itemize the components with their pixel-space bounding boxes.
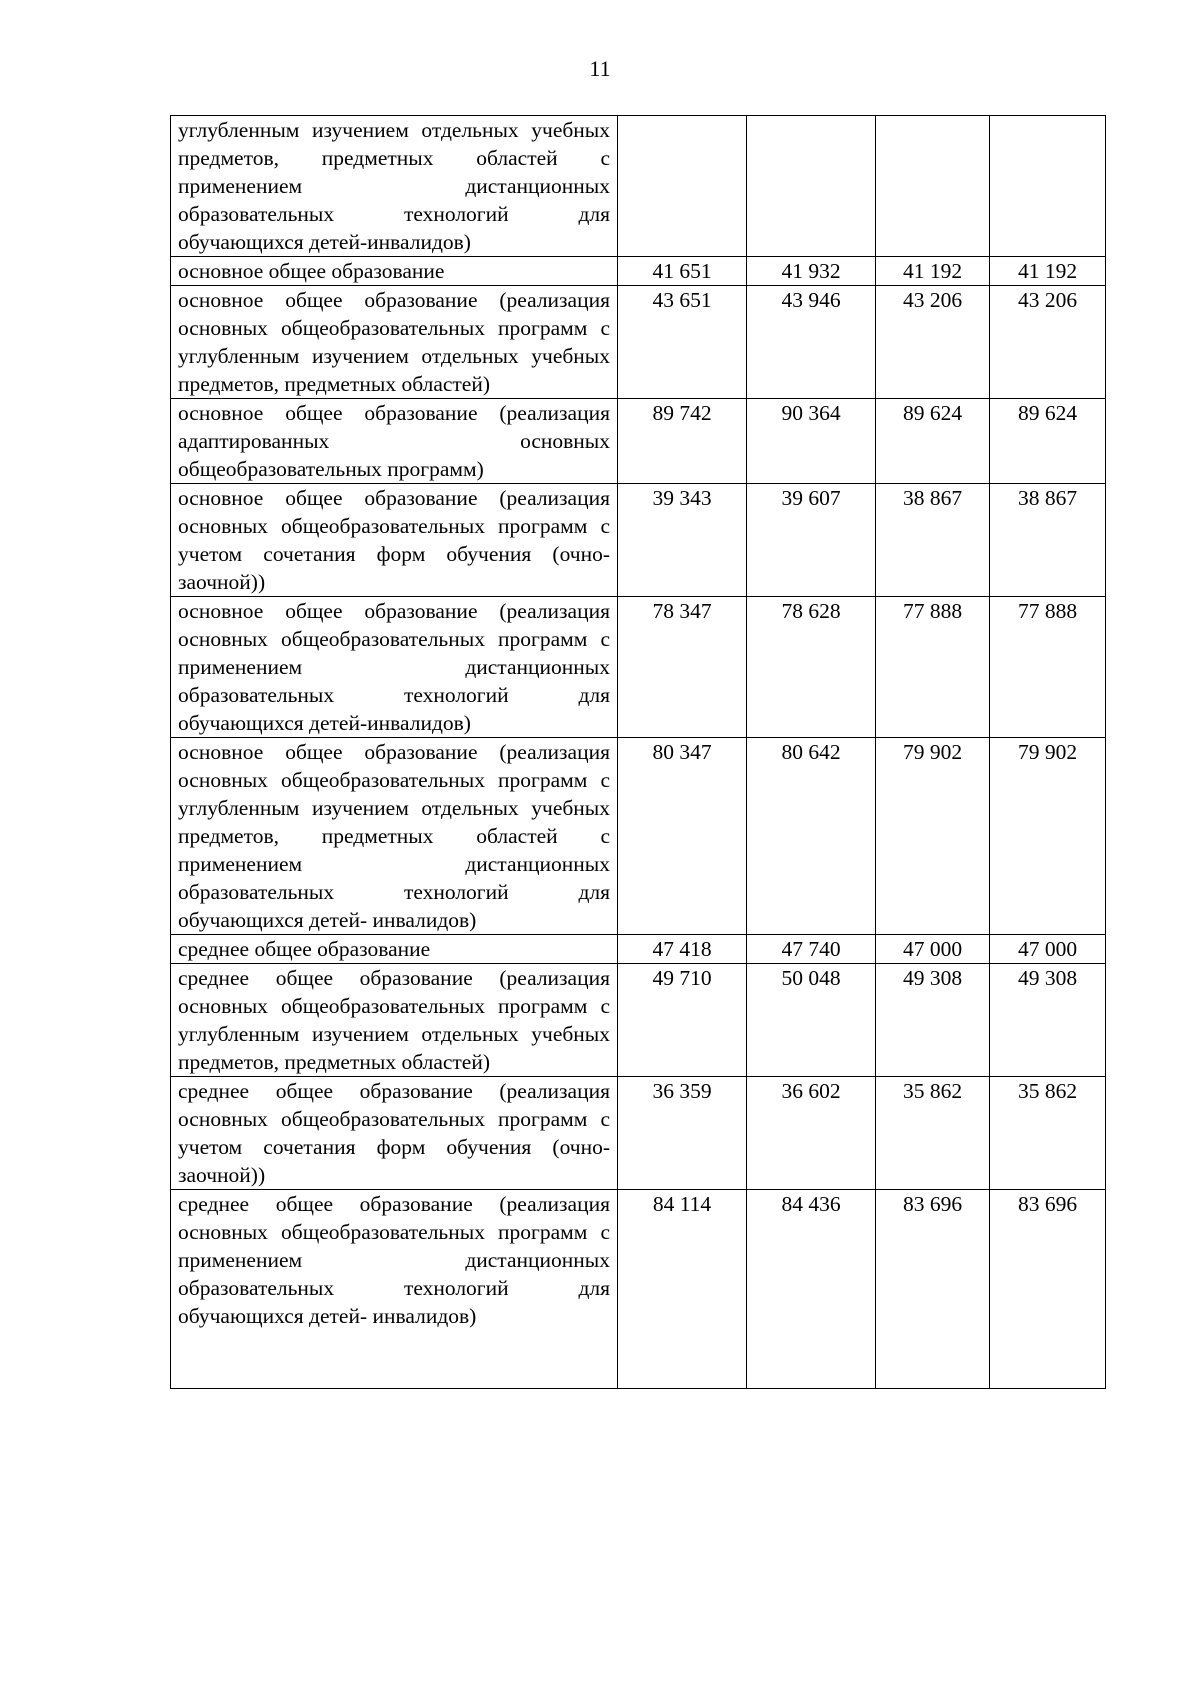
table-row — [171, 484, 1106, 597]
value-cell: 50 048 — [747, 964, 876, 1077]
value-cell: 35 862 — [990, 1077, 1106, 1190]
value-cell: 77 888 — [876, 597, 990, 738]
value-cell: 78 628 — [747, 597, 876, 738]
value-cell: 35 862 — [876, 1077, 990, 1190]
value-cell: 39 607 — [747, 484, 876, 597]
table-row — [171, 399, 1106, 484]
value-cell: 89 742 — [618, 399, 747, 484]
table-row — [171, 286, 1106, 399]
value-cell: 38 867 — [990, 484, 1106, 597]
value-cell: 49 710 — [618, 964, 747, 1077]
row-description: основное общее образование — [171, 257, 618, 286]
table-row — [171, 1077, 1106, 1190]
value-cell — [990, 116, 1106, 257]
value-cell: 79 902 — [876, 738, 990, 935]
table-body — [171, 116, 1106, 1389]
value-cell: 49 308 — [876, 964, 990, 1077]
row-description: углубленным изучением отдельных учебных предметов, предметных областей с применением дистанционных образовательных технологий для обучающихся детей-инвалидов) — [171, 116, 618, 257]
value-cell: 36 602 — [747, 1077, 876, 1190]
value-cell: 49 308 — [990, 964, 1106, 1077]
table-row — [171, 964, 1106, 1077]
table-row — [171, 738, 1106, 935]
row-description: среднее общее образование (реализация основных общеобразовательных программ с учетом сочетания форм обучения (очно-заочной)) — [171, 1077, 618, 1190]
table-row — [171, 116, 1106, 257]
value-cell: 43 946 — [747, 286, 876, 399]
value-cell: 47 418 — [618, 935, 747, 964]
value-cell: 77 888 — [990, 597, 1106, 738]
value-cell: 47 000 — [990, 935, 1106, 964]
value-cell: 41 192 — [990, 257, 1106, 286]
value-cell: 47 000 — [876, 935, 990, 964]
value-cell: 47 740 — [747, 935, 876, 964]
row-description: среднее общее образование — [171, 935, 618, 964]
value-cell: 41 651 — [618, 257, 747, 286]
row-description: среднее общее образование (реализация основных общеобразовательных программ с применением дистанционных образовательных технологий для обучающихся детей- инвалидов) — [171, 1190, 618, 1389]
value-cell: 90 364 — [747, 399, 876, 484]
page-number: 11 — [589, 56, 611, 81]
value-cell: 84 114 — [618, 1190, 747, 1389]
value-cell: 38 867 — [876, 484, 990, 597]
value-cell — [618, 116, 747, 257]
value-cell: 36 359 — [618, 1077, 747, 1190]
value-cell: 78 347 — [618, 597, 747, 738]
cost-table — [170, 115, 1106, 1389]
value-cell: 80 347 — [618, 738, 747, 935]
row-description: основное общее образование (реализация основных общеобразовательных программ с применением дистанционных образовательных технологий для обучающихся детей-инвалидов) — [171, 597, 618, 738]
row-description: основное общее образование (реализация основных общеобразовательных программ с углубленным изучением отдельных учебных предметов, предметных областей с применением дистанционных образовательных технологий для обучающихся детей- инвалидов) — [171, 738, 618, 935]
table-row — [171, 597, 1106, 738]
table-row — [171, 1190, 1106, 1389]
value-cell: 89 624 — [876, 399, 990, 484]
value-cell: 89 624 — [990, 399, 1106, 484]
table-row — [171, 257, 1106, 286]
value-cell: 43 651 — [618, 286, 747, 399]
value-cell: 41 932 — [747, 257, 876, 286]
table-row — [171, 935, 1106, 964]
value-cell: 39 343 — [618, 484, 747, 597]
value-cell: 80 642 — [747, 738, 876, 935]
value-cell: 43 206 — [876, 286, 990, 399]
row-description: основное общее образование (реализация основных общеобразовательных программ с углубленным изучением отдельных учебных предметов, предметных областей) — [171, 286, 618, 399]
value-cell: 84 436 — [747, 1190, 876, 1389]
row-description: основное общее образование (реализация адаптированных основных общеобразовательных программ) — [171, 399, 618, 484]
value-cell: 79 902 — [990, 738, 1106, 935]
value-cell: 83 696 — [990, 1190, 1106, 1389]
value-cell — [747, 116, 876, 257]
value-cell: 43 206 — [990, 286, 1106, 399]
value-cell: 83 696 — [876, 1190, 990, 1389]
value-cell: 41 192 — [876, 257, 990, 286]
row-description: среднее общее образование (реализация основных общеобразовательных программ с углубленным изучением отдельных учебных предметов, предметных областей) — [171, 964, 618, 1077]
value-cell — [876, 116, 990, 257]
row-description: основное общее образование (реализация основных общеобразовательных программ с учетом сочетания форм обучения (очно-заочной)) — [171, 484, 618, 597]
